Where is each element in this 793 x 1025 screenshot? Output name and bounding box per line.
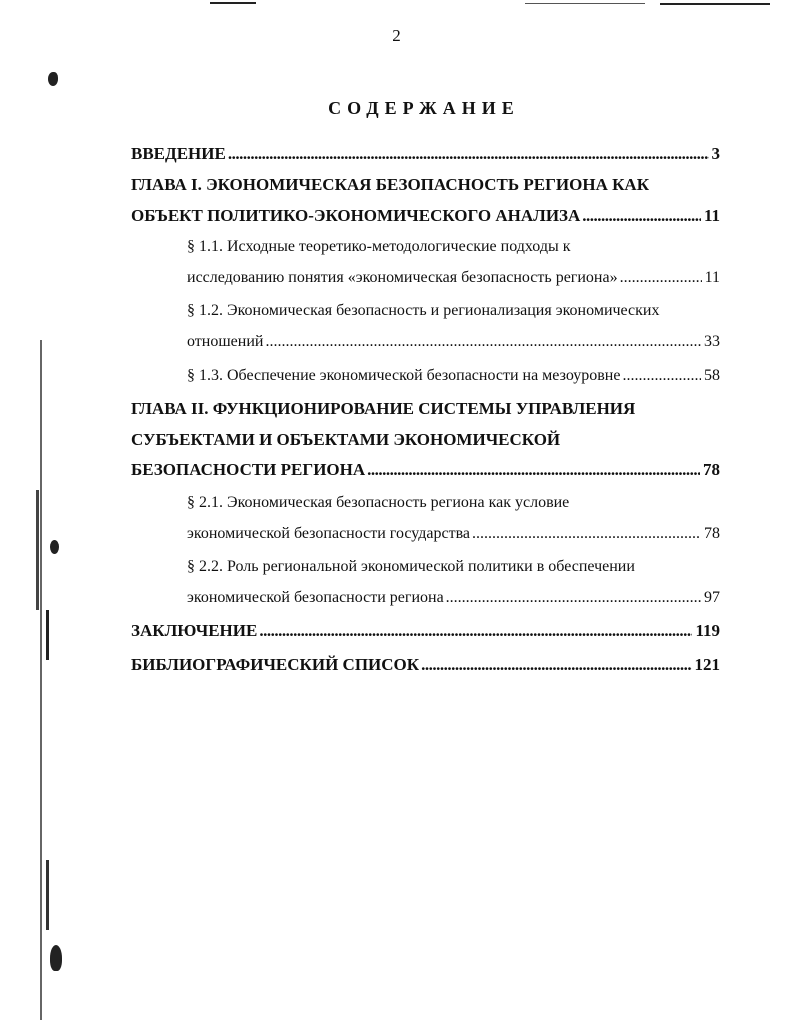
toc-entry-text: § 1.1. Исходные теоретико-методологические подходы к <box>187 238 571 255</box>
toc-entry-section-1-1-line-1 <box>187 238 720 256</box>
dot-leader <box>421 655 691 675</box>
toc-entry-page: 78 <box>704 525 720 542</box>
toc-entry-section-2-2-line-1 <box>187 558 720 576</box>
toc-entry-chapter-2-line-2 <box>131 430 720 450</box>
toc-entry-text: ГЛАВА I. ЭКОНОМИЧЕСКАЯ БЕЗОПАСНОСТЬ РЕГИОНА КАК <box>131 175 650 194</box>
toc-entry-bibliography <box>131 655 720 675</box>
toc-entry-section-1-2-line-2 <box>187 333 720 351</box>
dot-leader <box>582 206 701 226</box>
toc-entry-page: 11 <box>703 206 720 225</box>
toc-entry-text: ГЛАВА II. ФУНКЦИОНИРОВАНИЕ СИСТЕМЫ УПРАВЛЕНИЯ <box>131 399 636 418</box>
toc-entry-chapter-1-line-2 <box>131 206 720 226</box>
toc-entry-page: 97 <box>704 589 720 606</box>
toc-entry-page: 78 <box>703 460 720 479</box>
toc-entry-page: 119 <box>695 621 720 640</box>
toc-entry-text: экономической безопасности государства <box>187 525 471 542</box>
dot-leader <box>622 367 701 385</box>
toc-entry-chapter-1-line-1 <box>131 175 720 195</box>
dot-leader <box>620 269 702 287</box>
toc-entry-page: 58 <box>704 367 720 384</box>
toc-entry-section-1-3 <box>187 367 720 385</box>
toc-entry-text: БИБЛИОГРАФИЧЕСКИЙ СПИСОК <box>131 655 420 674</box>
toc-entry-page: 121 <box>694 655 720 674</box>
toc-entry-intro <box>131 144 720 164</box>
dot-leader <box>265 333 701 351</box>
toc-entry-text: исследованию понятия «экономическая безопасность региона» <box>187 269 618 286</box>
toc-entry-text: отношений <box>187 333 264 350</box>
scan-artifact <box>46 610 49 660</box>
toc-entry-text: ЗАКЛЮЧЕНИЕ <box>131 621 258 640</box>
dot-leader <box>259 621 692 641</box>
scan-artifact <box>50 945 62 971</box>
toc-entry-chapter-2-line-1 <box>131 399 720 419</box>
toc-entry-section-2-1-line-1 <box>187 494 720 512</box>
scan-artifact <box>36 490 39 610</box>
toc-entry-conclusion <box>131 621 720 641</box>
scan-artifact <box>48 72 58 86</box>
dot-leader <box>228 144 709 164</box>
toc-entry-text: ВВЕДЕНИЕ <box>131 144 226 163</box>
toc-entry-text: § 1.3. Обеспечение экономической безопасности на мезоуровне <box>187 367 621 384</box>
dot-leader <box>472 525 701 543</box>
dot-leader <box>367 460 700 480</box>
scan-artifact <box>40 340 42 1020</box>
dot-leader <box>446 589 701 607</box>
scan-artifact <box>50 540 59 554</box>
toc-title: СОДЕРЖАНИЕ <box>328 98 520 118</box>
toc-entry-text: § 2.2. Роль региональной экономической политики в обеспечении <box>187 558 635 575</box>
scan-artifact <box>660 3 770 5</box>
scan-artifact <box>210 2 256 4</box>
toc-entry-page: 11 <box>704 269 720 286</box>
toc-entry-text: § 1.2. Экономическая безопасность и регионализация экономических <box>187 302 660 319</box>
toc-entry-text: БЕЗОПАСНОСТИ РЕГИОНА <box>131 460 366 479</box>
toc-entry-text: СУБЪЕКТАМИ И ОБЪЕКТАМИ ЭКОНОМИЧЕСКОЙ <box>131 430 561 449</box>
toc-entry-text: § 2.1. Экономическая безопасность региона как условие <box>187 494 570 511</box>
toc-entry-page: 3 <box>711 144 720 163</box>
toc-entry-section-2-2-line-2 <box>187 589 720 607</box>
scan-artifact <box>46 860 49 930</box>
toc-entry-section-1-2-line-1 <box>187 302 720 320</box>
scan-artifact <box>525 3 645 4</box>
toc-entry-text: ОБЪЕКТ ПОЛИТИКО-ЭКОНОМИЧЕСКОГО АНАЛИЗА <box>131 206 581 225</box>
toc-entry-page: 33 <box>704 333 720 350</box>
toc-entry-section-2-1-line-2 <box>187 525 720 543</box>
page-number: 2 <box>392 26 401 45</box>
toc-entry-text: экономической безопасности региона <box>187 589 444 606</box>
toc-entry-chapter-2-line-3 <box>131 460 720 480</box>
toc-entry-section-1-1-line-2 <box>187 269 720 287</box>
